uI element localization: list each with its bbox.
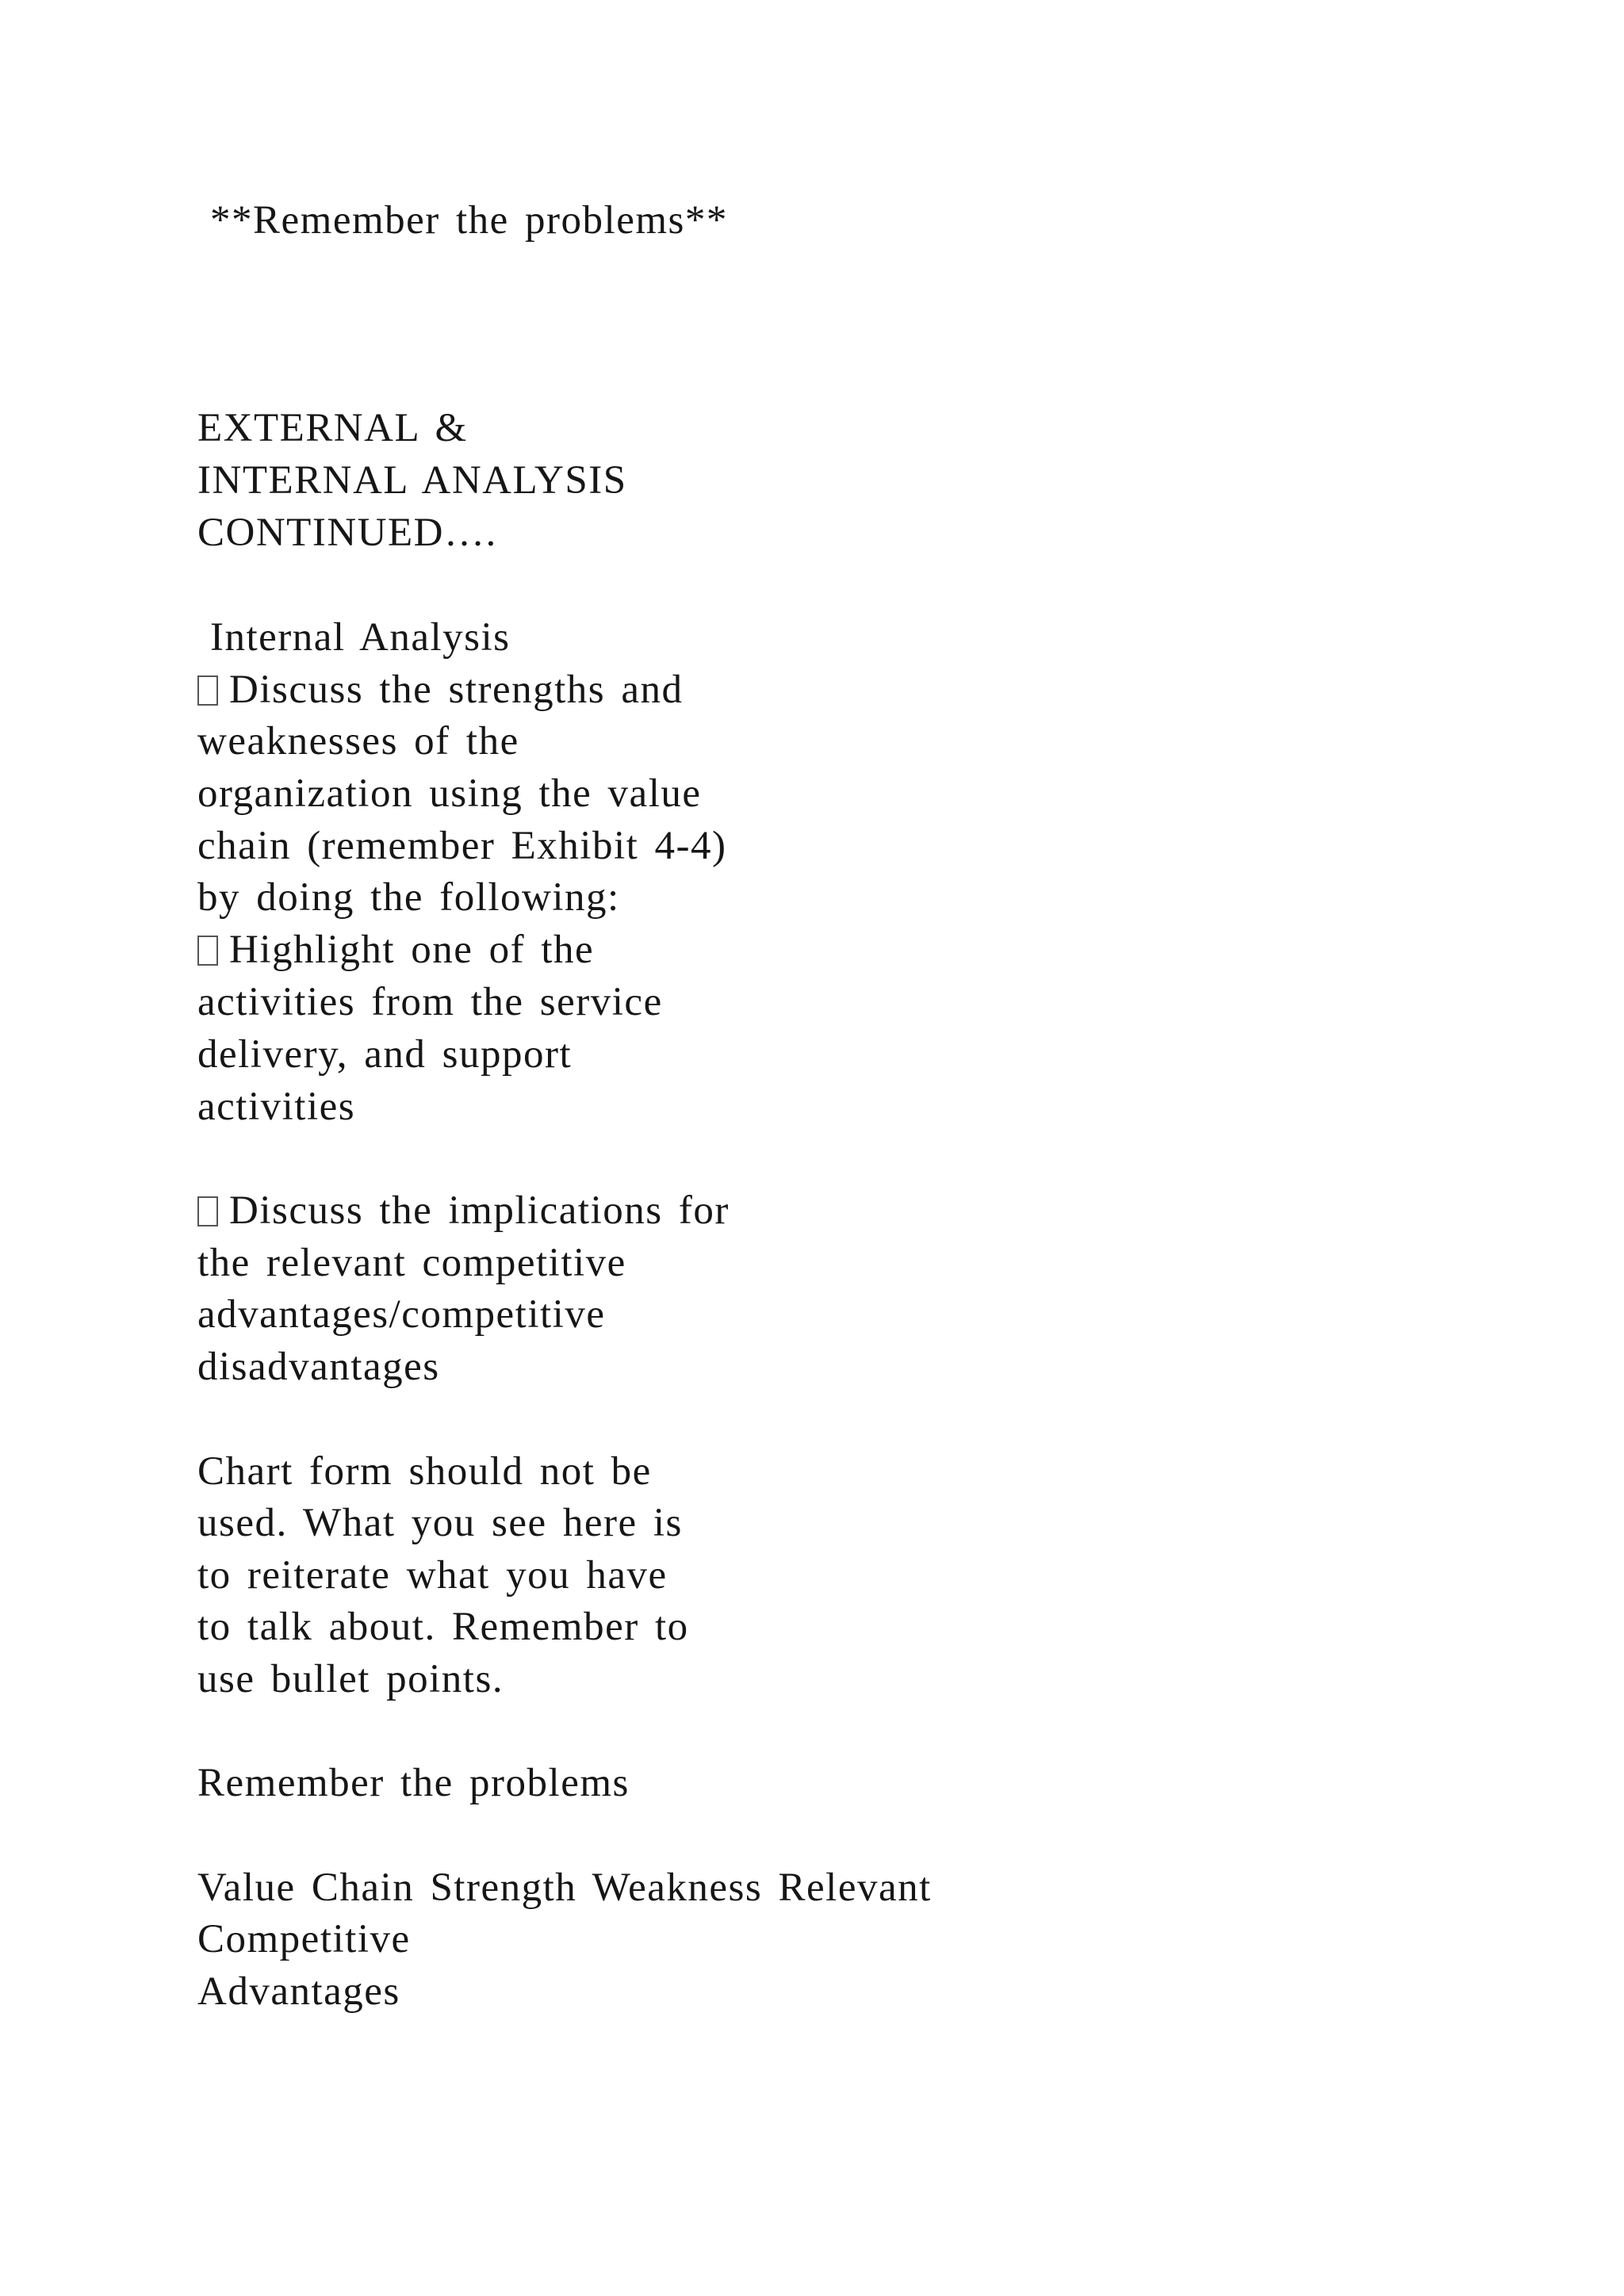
note-line: to talk about. Remember to (197, 1605, 689, 1649)
bullet-glyph-icon (197, 936, 218, 966)
heading-line: INTERNAL ANALYSIS (197, 458, 627, 503)
bullet-continuation: activities from the service (197, 980, 663, 1024)
bullet-continuation: disadvantages (197, 1345, 440, 1389)
section-title: Internal Analysis (210, 615, 511, 660)
note-line: to reiterate what you have (197, 1553, 668, 1598)
bullet-glyph-icon (197, 1196, 218, 1226)
reminder-text: Remember the problems (197, 1761, 630, 1805)
bullet-text: Discuss the strengths and (229, 668, 684, 712)
heading-line: EXTERNAL & (197, 406, 468, 450)
top-note: **Remember the problems** (210, 198, 728, 243)
bullet-text: Discuss the implications for (229, 1188, 730, 1233)
bullet-continuation: organization using the value (197, 771, 702, 816)
bullet-continuation: advantages/competitive (197, 1292, 606, 1337)
bullet-item-implications (197, 1187, 730, 1234)
bullet-item-highlight (197, 926, 594, 974)
table-header-line: Competitive (197, 1917, 411, 1961)
bullet-glyph-icon (197, 675, 218, 706)
bullet-continuation: by doing the following: (197, 875, 620, 920)
table-header-line: Value Chain Strength Weakness Relevant (197, 1866, 932, 1910)
bullet-continuation: activities (197, 1085, 356, 1129)
note-line: use bullet points. (197, 1657, 504, 1701)
heading-line: CONTINUED…. (197, 511, 497, 555)
bullet-text: Highlight one of the (229, 928, 595, 972)
bullet-continuation: weaknesses of the (197, 719, 519, 763)
bullet-continuation: the relevant competitive (197, 1241, 626, 1285)
note-line: used. What you see here is (197, 1501, 683, 1545)
bullet-continuation: chain (remember Exhibit 4-4) (197, 824, 727, 868)
note-line: Chart form should not be (197, 1449, 652, 1494)
table-header-line: Advantages (197, 1969, 400, 2014)
bullet-continuation: delivery, and support (197, 1032, 573, 1077)
bullet-item-strengths (197, 666, 684, 714)
